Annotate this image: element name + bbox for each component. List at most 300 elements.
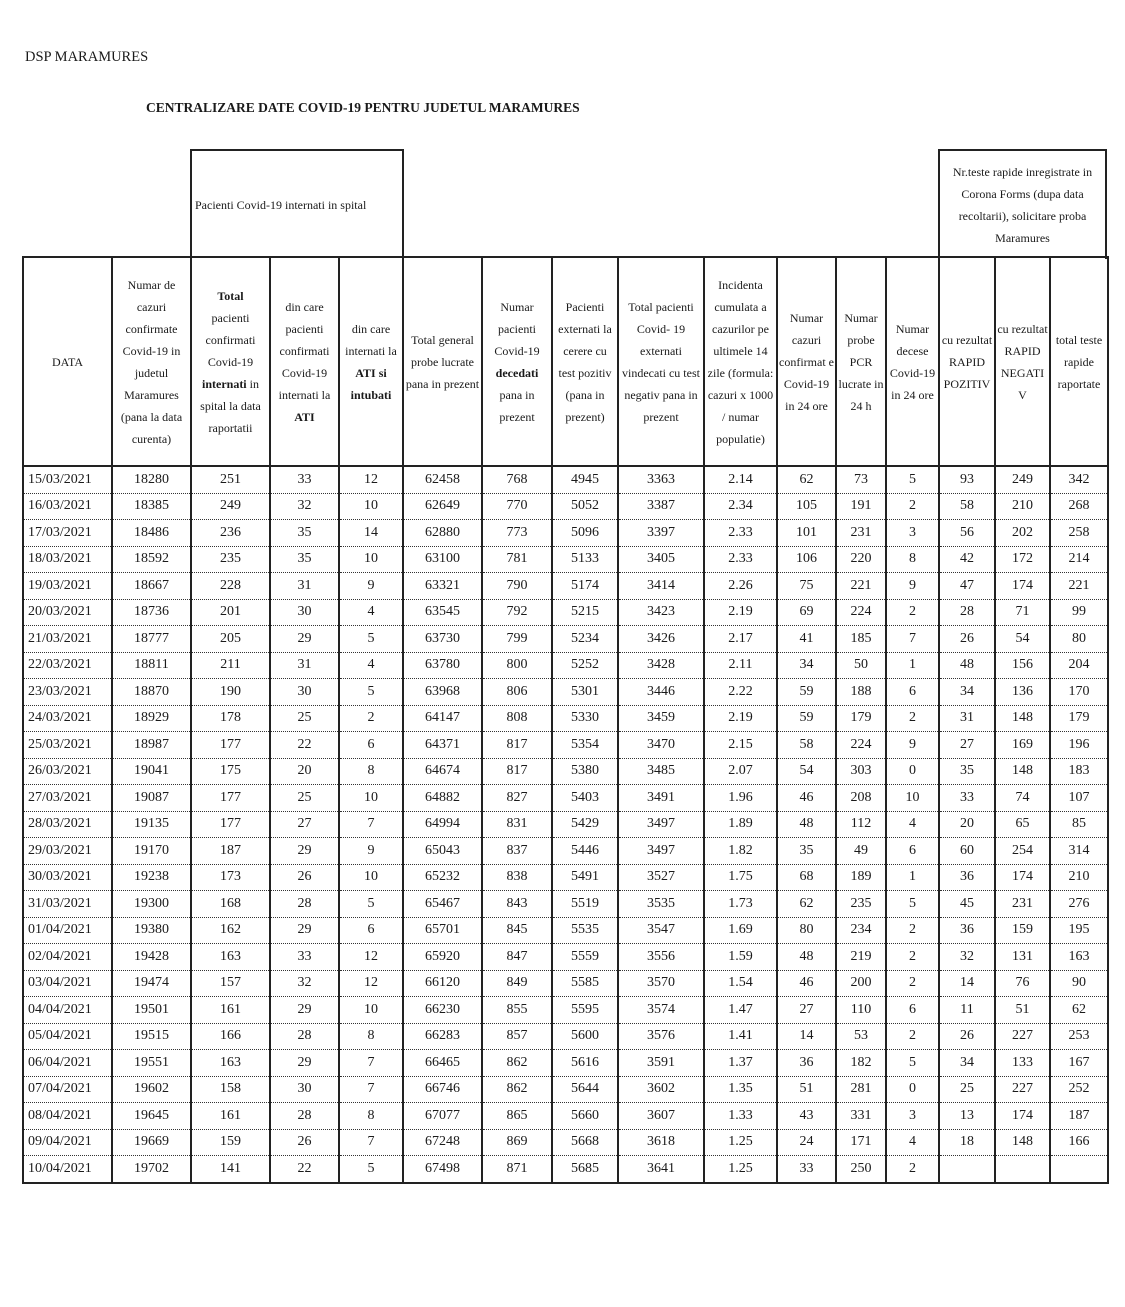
table-cell: 9 <box>886 732 939 759</box>
table-cell: 5 <box>339 891 403 918</box>
table-cell: 314 <box>1050 838 1108 865</box>
table-cell: 3428 <box>618 652 704 679</box>
table-cell: 3602 <box>618 1076 704 1103</box>
table-cell: 80 <box>777 917 836 944</box>
table-cell: 169 <box>995 732 1050 759</box>
table-cell: 27 <box>939 732 995 759</box>
table-cell: 3405 <box>618 546 704 573</box>
table-cell: 5585 <box>552 970 618 997</box>
table-cell: 179 <box>1050 705 1108 732</box>
table-cell: 10 <box>339 546 403 573</box>
table-cell: 3491 <box>618 785 704 812</box>
table-cell: 90 <box>1050 970 1108 997</box>
table-cell: 195 <box>1050 917 1108 944</box>
table-cell-date: 08/04/2021 <box>23 1103 112 1130</box>
table-cell: 64674 <box>403 758 482 785</box>
col-header-rapid-pozitiv: cu rezultat RAPID POZITIV <box>939 257 995 466</box>
table-cell: 65920 <box>403 944 482 971</box>
table-cell: 5301 <box>552 679 618 706</box>
table-cell: 178 <box>191 705 270 732</box>
table-cell: 5215 <box>552 599 618 626</box>
table-cell: 10 <box>339 493 403 520</box>
table-cell: 342 <box>1050 466 1108 493</box>
organization-name: DSP MARAMURES <box>25 49 149 65</box>
table-cell: 5234 <box>552 626 618 653</box>
table-cell: 28 <box>270 891 339 918</box>
table-row <box>23 573 1108 600</box>
table-cell: 3574 <box>618 997 704 1024</box>
table-cell: 5600 <box>552 1023 618 1050</box>
table-cell: 168 <box>191 891 270 918</box>
table-cell: 36 <box>939 864 995 891</box>
table-cell: 3618 <box>618 1129 704 1156</box>
table-cell: 28 <box>270 1023 339 1050</box>
table-cell: 855 <box>482 997 552 1024</box>
table-cell: 2.15 <box>704 732 777 759</box>
table-cell: 3547 <box>618 917 704 944</box>
table-cell: 5 <box>886 466 939 493</box>
table-cell: 224 <box>836 732 886 759</box>
table-cell: 10 <box>886 785 939 812</box>
table-cell: 8 <box>339 1023 403 1050</box>
table-cell: 3414 <box>618 573 704 600</box>
table-cell: 799 <box>482 626 552 653</box>
table-cell: 27 <box>270 811 339 838</box>
table-cell: 189 <box>836 864 886 891</box>
table-cell: 175 <box>191 758 270 785</box>
table-cell: 159 <box>191 1129 270 1156</box>
table-row <box>23 811 1108 838</box>
table-cell: 790 <box>482 573 552 600</box>
table-cell: 857 <box>482 1023 552 1050</box>
table-cell: 7 <box>339 1129 403 1156</box>
col-header-ati <box>270 257 339 466</box>
table-cell: 19170 <box>112 838 191 865</box>
table-cell: 26 <box>270 1129 339 1156</box>
table-cell: 29 <box>270 838 339 865</box>
table-cell: 231 <box>995 891 1050 918</box>
table-cell: 214 <box>1050 546 1108 573</box>
table-cell: 28 <box>939 599 995 626</box>
table-cell: 54 <box>995 626 1050 653</box>
table-cell: 76 <box>995 970 1050 997</box>
table-cell: 227 <box>995 1076 1050 1103</box>
table-cell: 30 <box>270 679 339 706</box>
table-cell: 42 <box>939 546 995 573</box>
table-row <box>23 891 1108 918</box>
table-cell: 2.26 <box>704 573 777 600</box>
table-cell: 869 <box>482 1129 552 1156</box>
table-cell: 2 <box>886 1023 939 1050</box>
table-cell: 6 <box>886 679 939 706</box>
table-cell: 67248 <box>403 1129 482 1156</box>
table-cell-date: 23/03/2021 <box>23 679 112 706</box>
table-cell: 10 <box>339 864 403 891</box>
table-row <box>23 944 1108 971</box>
table-cell: 66283 <box>403 1023 482 1050</box>
table-cell: 18486 <box>112 520 191 547</box>
table-cell: 177 <box>191 811 270 838</box>
col-header-decedati-part: Numar pacienti Covid-19 <box>494 299 540 358</box>
table-cell: 5685 <box>552 1156 618 1183</box>
table-cell: 25 <box>270 785 339 812</box>
table-cell: 0 <box>886 758 939 785</box>
table-cell: 25 <box>939 1076 995 1103</box>
table-cell: 8 <box>339 1103 403 1130</box>
table-cell: 862 <box>482 1050 552 1077</box>
table-cell: 1.96 <box>704 785 777 812</box>
table-cell: 62 <box>777 891 836 918</box>
table-cell: 18870 <box>112 679 191 706</box>
table-cell: 3527 <box>618 864 704 891</box>
table-cell: 1 <box>886 864 939 891</box>
table-cell: 19087 <box>112 785 191 812</box>
table-row <box>23 466 1108 493</box>
table-cell: 234 <box>836 917 886 944</box>
table-cell: 258 <box>1050 520 1108 547</box>
table-cell: 4945 <box>552 466 618 493</box>
table-cell: 817 <box>482 758 552 785</box>
table-cell: 35 <box>777 838 836 865</box>
table-row <box>23 599 1108 626</box>
table-cell: 4 <box>886 1129 939 1156</box>
table-cell: 177 <box>191 732 270 759</box>
table-cell: 12 <box>339 970 403 997</box>
table-cell: 177 <box>191 785 270 812</box>
table-cell: 159 <box>995 917 1050 944</box>
table-cell: 19041 <box>112 758 191 785</box>
table-cell: 276 <box>1050 891 1108 918</box>
table-cell: 1.35 <box>704 1076 777 1103</box>
table-cell: 1.69 <box>704 917 777 944</box>
table-cell: 5252 <box>552 652 618 679</box>
table-cell: 2 <box>339 705 403 732</box>
table-cell: 22 <box>270 1156 339 1183</box>
table-cell: 48 <box>777 944 836 971</box>
table-cell: 18987 <box>112 732 191 759</box>
table-cell: 5616 <box>552 1050 618 1077</box>
table-cell: 62880 <box>403 520 482 547</box>
table-cell-date: 15/03/2021 <box>23 466 112 493</box>
table-cell: 34 <box>939 1050 995 1077</box>
col-header-cazuri-24h: Numar cazuri confirmat e Covid-19 in 24 ore <box>777 257 836 466</box>
table-cell: 2.19 <box>704 599 777 626</box>
table-cell: 252 <box>1050 1076 1108 1103</box>
col-header-intubati <box>339 257 403 466</box>
table-cell: 156 <box>995 652 1050 679</box>
table-cell: 166 <box>191 1023 270 1050</box>
table-cell: 18736 <box>112 599 191 626</box>
table-row <box>23 1156 1108 1183</box>
col-header-total-internati-part: pacienti confirmati Covid-19 <box>205 310 256 369</box>
table-cell: 29 <box>270 1050 339 1077</box>
table-cell: 65043 <box>403 838 482 865</box>
table-cell: 105 <box>777 493 836 520</box>
table-cell: 800 <box>482 652 552 679</box>
table-cell: 35 <box>270 520 339 547</box>
table-cell: 10 <box>339 997 403 1024</box>
table-cell: 136 <box>995 679 1050 706</box>
table-cell: 187 <box>1050 1103 1108 1130</box>
table-cell: 19428 <box>112 944 191 971</box>
table-cell-date: 04/04/2021 <box>23 997 112 1024</box>
table-cell: 4 <box>339 599 403 626</box>
table-cell: 3387 <box>618 493 704 520</box>
table-header-row <box>23 257 1108 466</box>
table-cell: 4 <box>886 811 939 838</box>
table-cell: 773 <box>482 520 552 547</box>
table-cell: 3446 <box>618 679 704 706</box>
table-cell: 205 <box>191 626 270 653</box>
col-header-intubati-part: din care internati la <box>345 321 397 358</box>
table-cell: 2.14 <box>704 466 777 493</box>
table-cell: 18811 <box>112 652 191 679</box>
table-cell: 64994 <box>403 811 482 838</box>
table-cell: 4 <box>339 652 403 679</box>
table-cell: 51 <box>777 1076 836 1103</box>
table-cell: 26 <box>939 1023 995 1050</box>
table-cell: 1.89 <box>704 811 777 838</box>
table-cell: 18929 <box>112 705 191 732</box>
table-cell: 5446 <box>552 838 618 865</box>
table-cell: 251 <box>191 466 270 493</box>
table-cell: 250 <box>836 1156 886 1183</box>
table-cell: 173 <box>191 864 270 891</box>
table-row <box>23 652 1108 679</box>
table-cell: 3363 <box>618 466 704 493</box>
table-row <box>23 785 1108 812</box>
table-cell: 33 <box>270 944 339 971</box>
table-cell: 210 <box>995 493 1050 520</box>
table-cell: 29 <box>270 917 339 944</box>
table-cell: 9 <box>886 573 939 600</box>
table-cell: 101 <box>777 520 836 547</box>
table-cell: 5 <box>339 679 403 706</box>
table-cell: 41 <box>777 626 836 653</box>
table-cell: 5491 <box>552 864 618 891</box>
table-cell-date: 17/03/2021 <box>23 520 112 547</box>
table-cell-date: 05/04/2021 <box>23 1023 112 1050</box>
table-row <box>23 1023 1108 1050</box>
table-cell: 161 <box>191 1103 270 1130</box>
col-header-cazuri: Numar de cazuri confirmate Covid-19 in judetul Maramures (pana la data curenta) <box>112 257 191 466</box>
table-body <box>23 466 1108 1183</box>
col-header-incidenta: Incidenta cumulata a cazurilor pe ultimele 14 zile (formula: cazuri x 1000 / numar populatie) <box>704 257 777 466</box>
table-cell: 220 <box>836 546 886 573</box>
table-cell: 235 <box>836 891 886 918</box>
table-cell: 50 <box>836 652 886 679</box>
table-cell: 2.07 <box>704 758 777 785</box>
table-row <box>23 1129 1108 1156</box>
table-cell: 849 <box>482 970 552 997</box>
table-cell: 58 <box>939 493 995 520</box>
table-cell: 227 <box>995 1023 1050 1050</box>
table-cell-date: 22/03/2021 <box>23 652 112 679</box>
table-cell: 5 <box>886 1050 939 1077</box>
table-cell: 179 <box>836 705 886 732</box>
table-cell: 862 <box>482 1076 552 1103</box>
table-cell: 46 <box>777 785 836 812</box>
table-cell: 56 <box>939 520 995 547</box>
table-cell: 171 <box>836 1129 886 1156</box>
table-cell: 196 <box>1050 732 1108 759</box>
table-cell: 74 <box>995 785 1050 812</box>
group-header-rapid-tests <box>938 149 1107 259</box>
table-cell: 62 <box>777 466 836 493</box>
table-cell: 28 <box>270 1103 339 1130</box>
table-cell: 43 <box>777 1103 836 1130</box>
table-cell: 249 <box>191 493 270 520</box>
table-cell: 12 <box>339 466 403 493</box>
table-cell: 148 <box>995 1129 1050 1156</box>
table-cell-date: 18/03/2021 <box>23 546 112 573</box>
table-cell: 19551 <box>112 1050 191 1077</box>
table-cell: 2.22 <box>704 679 777 706</box>
table-cell: 14 <box>777 1023 836 1050</box>
table-cell: 191 <box>836 493 886 520</box>
col-header-externati-vindecati: Total pacienti Covid- 19 externati vindecati cu test negativ pana in prezent <box>618 257 704 466</box>
table-cell: 3 <box>886 520 939 547</box>
table-cell: 1.75 <box>704 864 777 891</box>
covid-data-table <box>22 256 1109 1184</box>
table-cell: 19380 <box>112 917 191 944</box>
table-cell: 11 <box>939 997 995 1024</box>
table-cell: 5 <box>886 891 939 918</box>
table-cell: 2 <box>886 705 939 732</box>
table-row <box>23 1103 1108 1130</box>
table-row <box>23 864 1108 891</box>
table-cell: 331 <box>836 1103 886 1130</box>
table-cell-date: 20/03/2021 <box>23 599 112 626</box>
table-cell: 64147 <box>403 705 482 732</box>
table-cell: 2.19 <box>704 705 777 732</box>
table-cell: 66230 <box>403 997 482 1024</box>
table-cell: 5644 <box>552 1076 618 1103</box>
table-row <box>23 838 1108 865</box>
table-cell: 63545 <box>403 599 482 626</box>
table-cell: 188 <box>836 679 886 706</box>
table-cell: 1.25 <box>704 1129 777 1156</box>
table-cell: 2 <box>886 944 939 971</box>
table-cell: 204 <box>1050 652 1108 679</box>
table-cell: 60 <box>939 838 995 865</box>
table-cell: 20 <box>270 758 339 785</box>
table-cell-date: 02/04/2021 <box>23 944 112 971</box>
table-cell: 18385 <box>112 493 191 520</box>
table-cell: 768 <box>482 466 552 493</box>
table-cell: 5 <box>339 626 403 653</box>
table-cell: 59 <box>777 679 836 706</box>
table-cell: 770 <box>482 493 552 520</box>
table-cell: 5559 <box>552 944 618 971</box>
table-cell: 2 <box>886 917 939 944</box>
table-cell: 268 <box>1050 493 1108 520</box>
table-cell: 2 <box>886 493 939 520</box>
table-cell: 5330 <box>552 705 618 732</box>
table-cell: 26 <box>939 626 995 653</box>
table-cell: 65701 <box>403 917 482 944</box>
table-cell: 781 <box>482 546 552 573</box>
col-header-decedati-part: pana in prezent <box>499 387 535 424</box>
table-cell: 19702 <box>112 1156 191 1183</box>
table-cell: 174 <box>995 1103 1050 1130</box>
table-cell: 62649 <box>403 493 482 520</box>
table-row <box>23 1050 1108 1077</box>
table-cell: 219 <box>836 944 886 971</box>
col-header-decedati-part: decedati <box>495 365 539 380</box>
table-cell: 110 <box>836 997 886 1024</box>
table-row <box>23 917 1108 944</box>
table-cell: 65467 <box>403 891 482 918</box>
table-cell: 54 <box>777 758 836 785</box>
table-cell: 13 <box>939 1103 995 1130</box>
table-cell: 1.47 <box>704 997 777 1024</box>
table-cell: 29 <box>270 997 339 1024</box>
table-cell: 1.59 <box>704 944 777 971</box>
table-row <box>23 679 1108 706</box>
table-cell: 281 <box>836 1076 886 1103</box>
table-cell: 837 <box>482 838 552 865</box>
table-cell: 131 <box>995 944 1050 971</box>
table-row <box>23 546 1108 573</box>
table-cell: 20 <box>939 811 995 838</box>
table-cell-date: 31/03/2021 <box>23 891 112 918</box>
table-cell-date: 19/03/2021 <box>23 573 112 600</box>
table-cell: 35 <box>939 758 995 785</box>
table-cell: 3426 <box>618 626 704 653</box>
table-cell: 202 <box>995 520 1050 547</box>
table-cell: 236 <box>191 520 270 547</box>
table-cell-date: 10/04/2021 <box>23 1156 112 1183</box>
table-cell: 45 <box>939 891 995 918</box>
table-cell-date: 09/04/2021 <box>23 1129 112 1156</box>
table-cell: 26 <box>270 864 339 891</box>
table-cell-date: 27/03/2021 <box>23 785 112 812</box>
table-cell: 19300 <box>112 891 191 918</box>
table-cell: 93 <box>939 466 995 493</box>
table-cell: 18667 <box>112 573 191 600</box>
table-cell: 19669 <box>112 1129 191 1156</box>
table-cell: 1.73 <box>704 891 777 918</box>
table-cell: 51 <box>995 997 1050 1024</box>
table-cell: 2 <box>886 970 939 997</box>
table-cell: 62458 <box>403 466 482 493</box>
table-cell: 99 <box>1050 599 1108 626</box>
table-cell: 847 <box>482 944 552 971</box>
table-cell: 14 <box>339 520 403 547</box>
table-cell: 19135 <box>112 811 191 838</box>
table-cell: 6 <box>886 997 939 1024</box>
table-cell: 34 <box>939 679 995 706</box>
table-cell <box>939 1156 995 1183</box>
table-cell-date: 21/03/2021 <box>23 626 112 653</box>
table-cell: 27 <box>777 997 836 1024</box>
table-cell: 211 <box>191 652 270 679</box>
table-cell: 63100 <box>403 546 482 573</box>
table-cell: 5 <box>339 1156 403 1183</box>
table-cell-date: 26/03/2021 <box>23 758 112 785</box>
table-cell: 18280 <box>112 466 191 493</box>
table-row <box>23 520 1108 547</box>
table-row <box>23 732 1108 759</box>
table-cell: 838 <box>482 864 552 891</box>
table-cell: 133 <box>995 1050 1050 1077</box>
table-cell: 36 <box>777 1050 836 1077</box>
table-cell: 303 <box>836 758 886 785</box>
table-cell: 2.34 <box>704 493 777 520</box>
table-cell: 210 <box>1050 864 1108 891</box>
table-cell: 63321 <box>403 573 482 600</box>
